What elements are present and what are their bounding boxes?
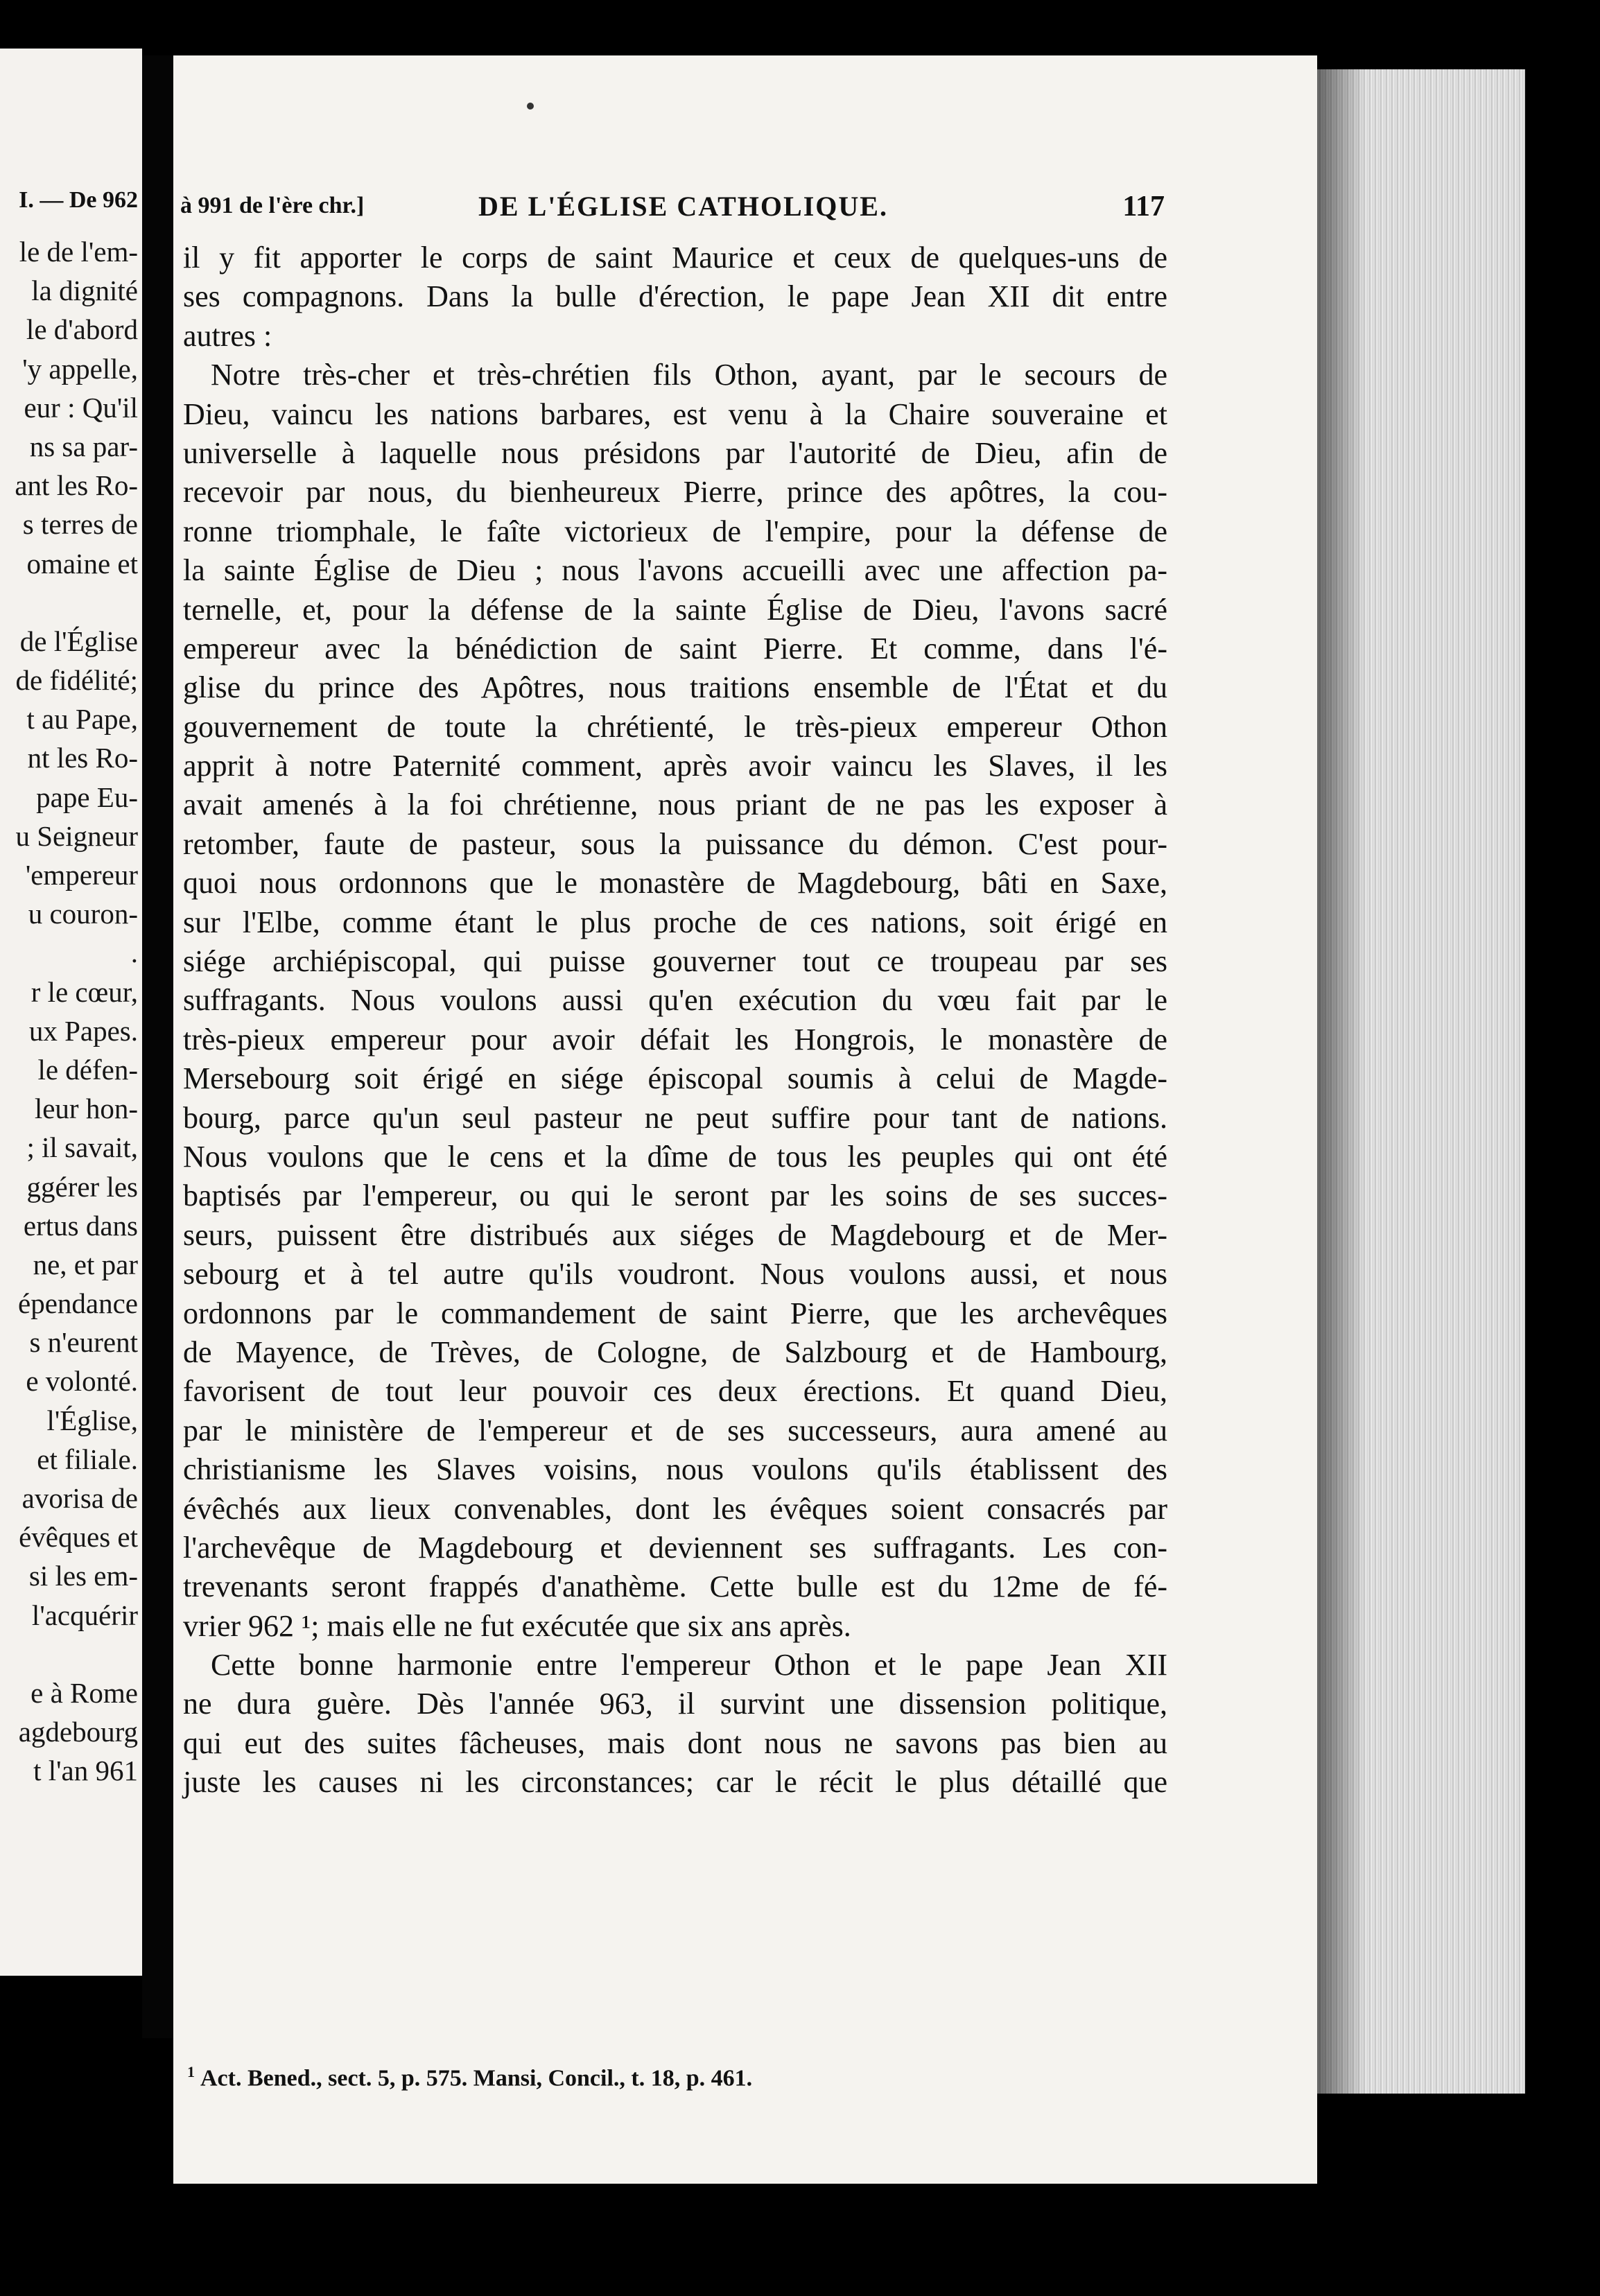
- facing-page-line: de l'Église: [19, 625, 138, 657]
- facing-page-line: e volonté.: [26, 1365, 138, 1398]
- body-line: vrier 962 ¹; mais elle ne fut exécutée que six ans après.: [183, 1608, 851, 1643]
- facing-page-line: 'empereur: [25, 859, 138, 891]
- body-line: Mersebourg soit érigé en siége épiscopal soumis à celui de Magde-: [183, 1061, 1167, 1096]
- body-line: il y fit apporter le corps de saint Maurice et ceux de quelques-uns de: [183, 241, 1167, 275]
- facing-page-line: agdebourg: [18, 1716, 138, 1748]
- body-line: Notre très-cher et très-chrétien fils Othon, ayant, par le secours de: [211, 358, 1167, 392]
- body-line: gouvernement de toute la chrétienté, le très-pieux empereur Othon: [183, 709, 1167, 744]
- facing-page-line: leur hon-: [34, 1093, 138, 1125]
- facing-page-line: épendance: [18, 1287, 138, 1320]
- facing-page-running-head: I. — De 962: [19, 187, 138, 213]
- facing-page-line: .: [130, 937, 138, 969]
- facing-page-line: t l'an 961: [33, 1755, 138, 1787]
- body-line: glise du prince des Apôtres, nous traitions ensemble de l'État et du: [183, 670, 1167, 705]
- facing-page-text: [15, 232, 138, 1791]
- facing-page-line: pape Eu-: [36, 781, 138, 813]
- body-line: de Mayence, de Trèves, de Cologne, de Salzbourg et de Hambourg,: [183, 1334, 1167, 1369]
- facing-page-line: ns sa par-: [29, 430, 138, 462]
- running-head-title: DE L'ÉGLISE CATHOLIQUE.: [478, 191, 888, 222]
- page-number: 117: [1122, 191, 1165, 223]
- body-line: Nous voulons que le cens et la dîme de tous les peuples qui ont été: [183, 1139, 1167, 1174]
- facing-page-line: [15, 583, 138, 622]
- body-line: par le ministère de l'empereur et de ses successeurs, aura amené au: [183, 1413, 1167, 1447]
- facing-page-line: u couron-: [28, 898, 138, 930]
- body-line: évêchés aux lieux convenables, dont les évêques soient consacrés par: [183, 1491, 1167, 1526]
- body-line: la sainte Église de Dieu ; nous l'avons accueilli avec une affection pa-: [183, 553, 1167, 588]
- body-line: universelle à laquelle nous présidons par l'autorité de Dieu, afin de: [183, 435, 1167, 470]
- facing-page-line: s terres de: [22, 508, 138, 541]
- facing-page-line: ux Papes.: [28, 1014, 138, 1047]
- body-line: quoi nous ordonnons que le monastère de Magdebourg, bâti en Saxe,: [183, 866, 1167, 901]
- body-line: avait amenés à la foi chrétienne, nous priant de ne pas les exposer à: [183, 788, 1167, 822]
- facing-page-line: si les em-: [28, 1560, 138, 1592]
- body-line: juste les causes ni les circonstances; car le récit le plus détaillé que: [183, 1765, 1167, 1800]
- body-line: bourg, parce qu'un seul pasteur ne peut suffire pour tant de nations.: [183, 1100, 1167, 1135]
- body-line: sur l'Elbe, comme étant le plus proche de ces nations, soit érigé en: [183, 905, 1167, 939]
- facing-page-line: évêques et: [19, 1521, 138, 1554]
- body-line: sebourg et à tel autre qu'ils voudront. Nous voulons aussi, et nous: [183, 1257, 1167, 1292]
- body-line: très-pieux empereur pour avoir défait les Hongrois, le monastère de: [183, 1022, 1167, 1056]
- facing-page-line: et filiale.: [37, 1443, 138, 1475]
- facing-page-line: r le cœur,: [31, 975, 138, 1008]
- scan-border-right: [1525, 0, 1600, 2296]
- body-line: recevoir par nous, du bienheureux Pierre, prince des apôtres, la cou-: [183, 475, 1167, 510]
- body-line: favorisent de tout leur pouvoir ces deux érections. Et quand Dieu,: [183, 1374, 1167, 1409]
- body-line: baptisés par l'empereur, ou qui le seront par les soins de ses succes-: [183, 1179, 1167, 1213]
- facing-page-line: omaine et: [26, 547, 138, 580]
- facing-page-line: ne, et par: [33, 1248, 138, 1280]
- body-text: [183, 238, 1167, 1802]
- body-line: retomber, faute de pasteur, sous la puissance du démon. C'est pour-: [183, 826, 1167, 861]
- body-line: christianisme les Slaves voisins, nous voulons qu'ils établissent des: [183, 1452, 1167, 1487]
- body-line: apprit à notre Paternité comment, après avoir vaincu les Slaves, il les: [183, 749, 1167, 783]
- facing-page-line: t au Pape,: [26, 703, 138, 736]
- body-line: suffragants. Nous voulons aussi qu'en exécution du vœu fait par le: [183, 983, 1167, 1018]
- facing-page-line: la dignité: [31, 275, 138, 307]
- body-line: ordonnons par le commandement de saint Pierre, que les archevêques: [183, 1296, 1167, 1330]
- page-edge-shadow: [1317, 69, 1366, 2094]
- main-page: [173, 55, 1317, 2184]
- facing-page-line: [15, 1635, 138, 1673]
- book-gutter: [142, 55, 173, 2038]
- body-line: autres :: [183, 318, 272, 353]
- body-line: ne dura guère. Dès l'année 963, il survint une dissension politique,: [183, 1687, 1167, 1721]
- facing-page-line: s n'eurent: [29, 1326, 138, 1359]
- body-line: Cette bonne harmonie entre l'empereur Othon et le pape Jean XII: [211, 1648, 1167, 1682]
- facing-page-line: le défen-: [37, 1053, 138, 1086]
- running-head: [180, 190, 1165, 232]
- facing-page-line: ggérer les: [26, 1170, 138, 1203]
- facing-page-line: l'Église,: [46, 1404, 138, 1436]
- facing-page-fragment: [0, 49, 142, 1976]
- body-line: seurs, puissent être distribués aux siéges de Magdebourg et de Mer-: [183, 1217, 1167, 1252]
- facing-page-line: nt les Ro-: [27, 742, 138, 774]
- body-line: ternelle, et, pour la défense de la sainte Église de Dieu, l'avons sacré: [183, 592, 1167, 627]
- footnote-mark: 1: [187, 2063, 195, 2080]
- footnote: [187, 2063, 1172, 2091]
- body-line: Dieu, vaincu les nations barbares, est venu à la Chaire souveraine et: [183, 397, 1167, 431]
- body-line: empereur avec la bénédiction de saint Pierre. Et comme, dans l'é-: [183, 631, 1167, 666]
- facing-page-line: le de l'em-: [19, 236, 138, 268]
- facing-page-line: de fidélité;: [15, 664, 138, 697]
- facing-page-line: eur : Qu'il: [24, 391, 138, 424]
- facing-page-line: avorisa de: [21, 1482, 138, 1514]
- facing-page-line: ant les Ro-: [15, 469, 138, 502]
- body-line: ses compagnons. Dans la bulle d'érection, le pape Jean XII dit entre: [183, 279, 1167, 314]
- body-line: siége archiépiscopal, qui puisse gouverner tout ce troupeau par ses: [183, 944, 1167, 979]
- facing-page-line: ; il savait,: [26, 1131, 138, 1164]
- running-head-date-range: à 991 de l'ère chr.]: [180, 193, 365, 218]
- facing-page-line: ertus dans: [23, 1209, 138, 1242]
- facing-page-line: u Seigneur: [15, 819, 138, 852]
- footnote-text: Act. Bened., sect. 5, p. 575. Mansi, Concil., t. 18, p. 461.: [200, 2065, 753, 2091]
- facing-page-line: 'y appelle,: [22, 352, 138, 385]
- ink-speck: [527, 103, 534, 110]
- facing-page-line: l'acquérir: [31, 1599, 138, 1631]
- body-line: qui eut des suites fâcheuses, mais dont nous ne savons pas bien au: [183, 1725, 1167, 1760]
- facing-page-line: le d'abord: [26, 313, 138, 346]
- body-line: ronne triomphale, le faîte victorieux de l'empire, pour la défense de: [183, 514, 1167, 548]
- facing-page-line: e à Rome: [31, 1676, 138, 1709]
- body-line: l'archevêque de Magdebourg et deviennent ses suffragants. Les con-: [183, 1530, 1167, 1565]
- body-line: trevenants seront frappés d'anathème. Cette bulle est du 12me de fé-: [183, 1569, 1167, 1604]
